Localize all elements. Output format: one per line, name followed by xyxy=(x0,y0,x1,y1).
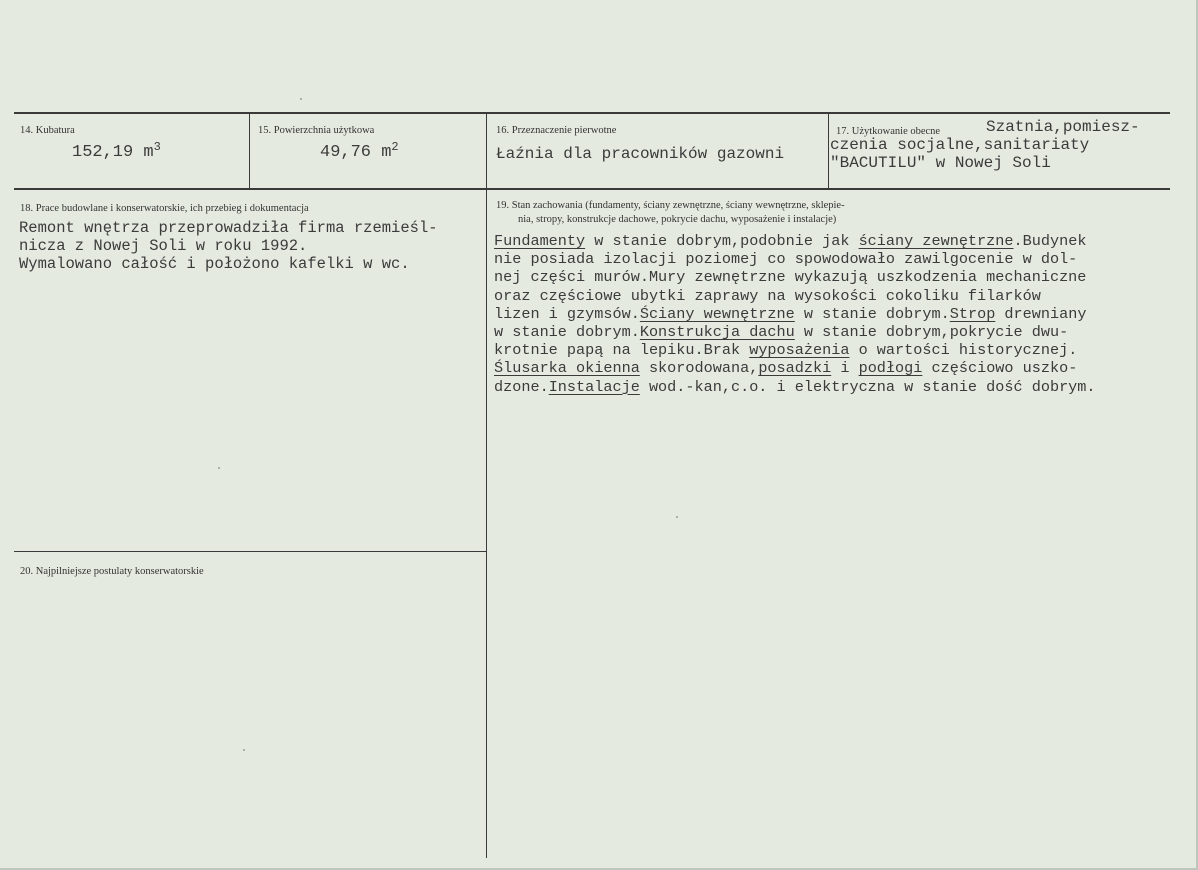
field-19-line-3 xyxy=(494,268,1096,286)
underlined-term: Ściany wewnętrzne xyxy=(639,304,795,323)
paper-speck xyxy=(300,98,302,100)
field-17-value-line-1: Szatnia,pomiesz- xyxy=(986,118,1140,136)
field-16-value: Łaźnia dla pracowników gazowni xyxy=(496,145,785,163)
underlined-term: posadzki xyxy=(758,359,832,378)
field-19-line-5 xyxy=(494,305,1096,323)
divider-16-17 xyxy=(828,112,829,190)
field-18-bottom-rule xyxy=(14,551,486,552)
text-run: w stanie dobrym,pokrycie dwu- xyxy=(794,323,1069,342)
text-run: krotnie papą na lepiku.Brak xyxy=(494,341,750,360)
field-14-label: 14. Kubatura xyxy=(20,125,75,136)
field-19-label-line-2: nia, stropy, konstrukcje dachowe, pokrycie dachu, wyposażenie i instalacje) xyxy=(518,214,837,225)
field-19-label-line-1: 19. Stan zachowania (fundamenty, ściany zewnętrzne, ściany wewnętrzne, sklepie- xyxy=(496,200,845,211)
field-14-value-text: 152,19 m xyxy=(72,143,154,162)
text-run: nej części murów.Mury zewnętrzne wykazują uszkodzenia mechaniczne xyxy=(494,268,1087,287)
field-19-line-6 xyxy=(494,323,1096,341)
paper-speck xyxy=(676,516,678,518)
upper-fields-bottom-rule xyxy=(14,188,1170,190)
text-run: oraz częściowe ubytki zaprawy na wysokości cokoliku filarków xyxy=(494,286,1041,305)
paper-speck xyxy=(243,749,245,751)
text-run: lizen i gzymsów. xyxy=(494,304,640,323)
text-run: i xyxy=(831,359,859,378)
text-run: nie posiada izolacji poziomej co spowodowało zawilgocenie w dol- xyxy=(494,250,1078,269)
underlined-term: Strop xyxy=(949,304,996,323)
field-17-value-line-3: "BACUTILU" w Nowej Soli xyxy=(830,154,1051,172)
underlined-term: wyposażenia xyxy=(749,341,850,360)
field-18-line-3: Wymalowano całość i położono kafelki w wc. xyxy=(19,255,410,274)
field-18-line-2: nicza z Nowej Soli w roku 1992. xyxy=(19,237,308,256)
text-run: w stanie dobrym,podobnie jak xyxy=(585,232,859,250)
field-15-exponent: 2 xyxy=(391,140,399,154)
field-19-line-1 xyxy=(494,232,1096,250)
underlined-term: ściany zewnętrzne xyxy=(858,232,1014,250)
text-run: skorodowana, xyxy=(639,359,759,378)
divider-14-15 xyxy=(249,112,250,190)
divider-15-16 xyxy=(486,112,487,858)
underlined-term: podłogi xyxy=(858,359,923,378)
field-19-text xyxy=(494,232,1096,396)
text-run: częściowo uszko- xyxy=(922,359,1078,378)
field-18-label: 18. Prace budowlane i konserwatorskie, ich przebieg i dokumentacja xyxy=(20,203,309,214)
text-run: w stanie dobrym. xyxy=(794,304,950,323)
field-19-line-9 xyxy=(494,378,1096,396)
field-18-text xyxy=(19,219,438,274)
field-16-label: 16. Przeznaczenie pierwotne xyxy=(496,125,617,136)
underlined-term: Fundamenty xyxy=(494,232,586,250)
field-19-line-8 xyxy=(494,359,1096,377)
text-run: wod.-kan,c.o. i elektryczna w stanie dość dobrym. xyxy=(639,377,1096,396)
top-rule xyxy=(14,112,1170,114)
paper-speck xyxy=(218,467,220,469)
field-15-value xyxy=(320,140,399,162)
field-17-label: 17. Użytkowanie obecne xyxy=(836,126,941,137)
field-15-label: 15. Powierzchnia użytkowa xyxy=(258,125,375,136)
text-run: o wartości historycznej. xyxy=(849,341,1078,360)
text-run: dzone. xyxy=(494,377,549,396)
text-run: w stanie dobrym. xyxy=(494,323,640,342)
underlined-term: Instalacje xyxy=(548,377,640,396)
text-run: drewniany xyxy=(995,304,1087,323)
text-run: .Budynek xyxy=(1013,232,1087,250)
field-20-label: 20. Najpilniejsze postulaty konserwatorskie xyxy=(20,566,204,577)
field-15-value-text: 49,76 m xyxy=(320,143,392,162)
field-14-exponent: 3 xyxy=(153,140,161,154)
field-14-value xyxy=(72,140,161,162)
underlined-term: Ślusarka okienna xyxy=(494,359,640,378)
underlined-term: Konstrukcja dachu xyxy=(639,323,795,342)
field-18-line-1: Remont wnętrza przeprowadziła firma rzemieśl- xyxy=(19,219,438,237)
field-19-line-2 xyxy=(494,250,1096,268)
field-17-value-line-2: czenia socjalne,sanitariaty xyxy=(830,136,1090,154)
field-19-line-4 xyxy=(494,287,1096,305)
field-19-line-7 xyxy=(494,341,1096,359)
